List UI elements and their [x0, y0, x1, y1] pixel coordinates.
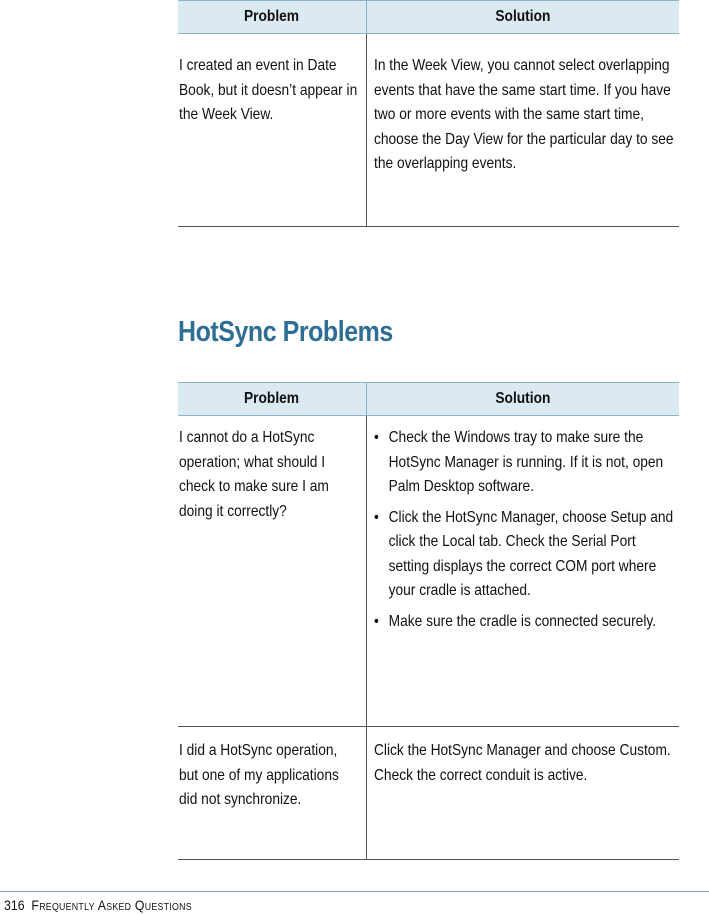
footer-divider [0, 891, 709, 892]
table-row [178, 727, 679, 860]
table-row [178, 34, 679, 227]
list-item: • Make sure the cradle is connected securely. [374, 610, 675, 635]
table-row [178, 416, 679, 727]
page-footer [4, 897, 192, 913]
list-item: • Click the HotSync Manager, choose Setup and click the Local tab. Check the Serial Port setting displays the correct COM port where your cradle is attached. [374, 506, 675, 604]
solution-cell: Click the HotSync Manager and choose Custom. Check the correct conduit is active. [366, 727, 679, 860]
solution-column-header: Solution [366, 383, 679, 416]
solution-column-header: Solution [366, 1, 679, 34]
footer-section-name: Frequently Asked Questions [31, 897, 192, 913]
problem-cell: I created an event in Date Book, but it doesn’t appear in the Week View. [178, 34, 366, 227]
problem-column-header: Problem [178, 1, 366, 34]
list-item: • Check the Windows tray to make sure the HotSync Manager is running. If it is not, open Palm Desktop software. [374, 426, 675, 500]
solution-cell: In the Week View, you cannot select overlapping events that have the same start time. If you have two or more events with the same start time, choose the Day View for the particular day to see the overlapping events. [366, 34, 679, 227]
problem-column-header: Problem [178, 383, 366, 416]
page-number: 316 [4, 897, 25, 913]
calendar-problems-table [178, 0, 679, 227]
problem-cell: I did a HotSync operation, but one of my applications did not synchronize. [178, 727, 366, 860]
table-header-row [178, 383, 679, 416]
solution-bullet-list [374, 426, 675, 634]
problem-cell: I cannot do a HotSync operation; what should I check to make sure I am doing it correctly? [178, 416, 366, 727]
hotsync-problems-table [178, 382, 679, 860]
section-title: HotSync Problems [178, 316, 393, 348]
solution-cell [366, 416, 679, 727]
table-header-row [178, 1, 679, 34]
